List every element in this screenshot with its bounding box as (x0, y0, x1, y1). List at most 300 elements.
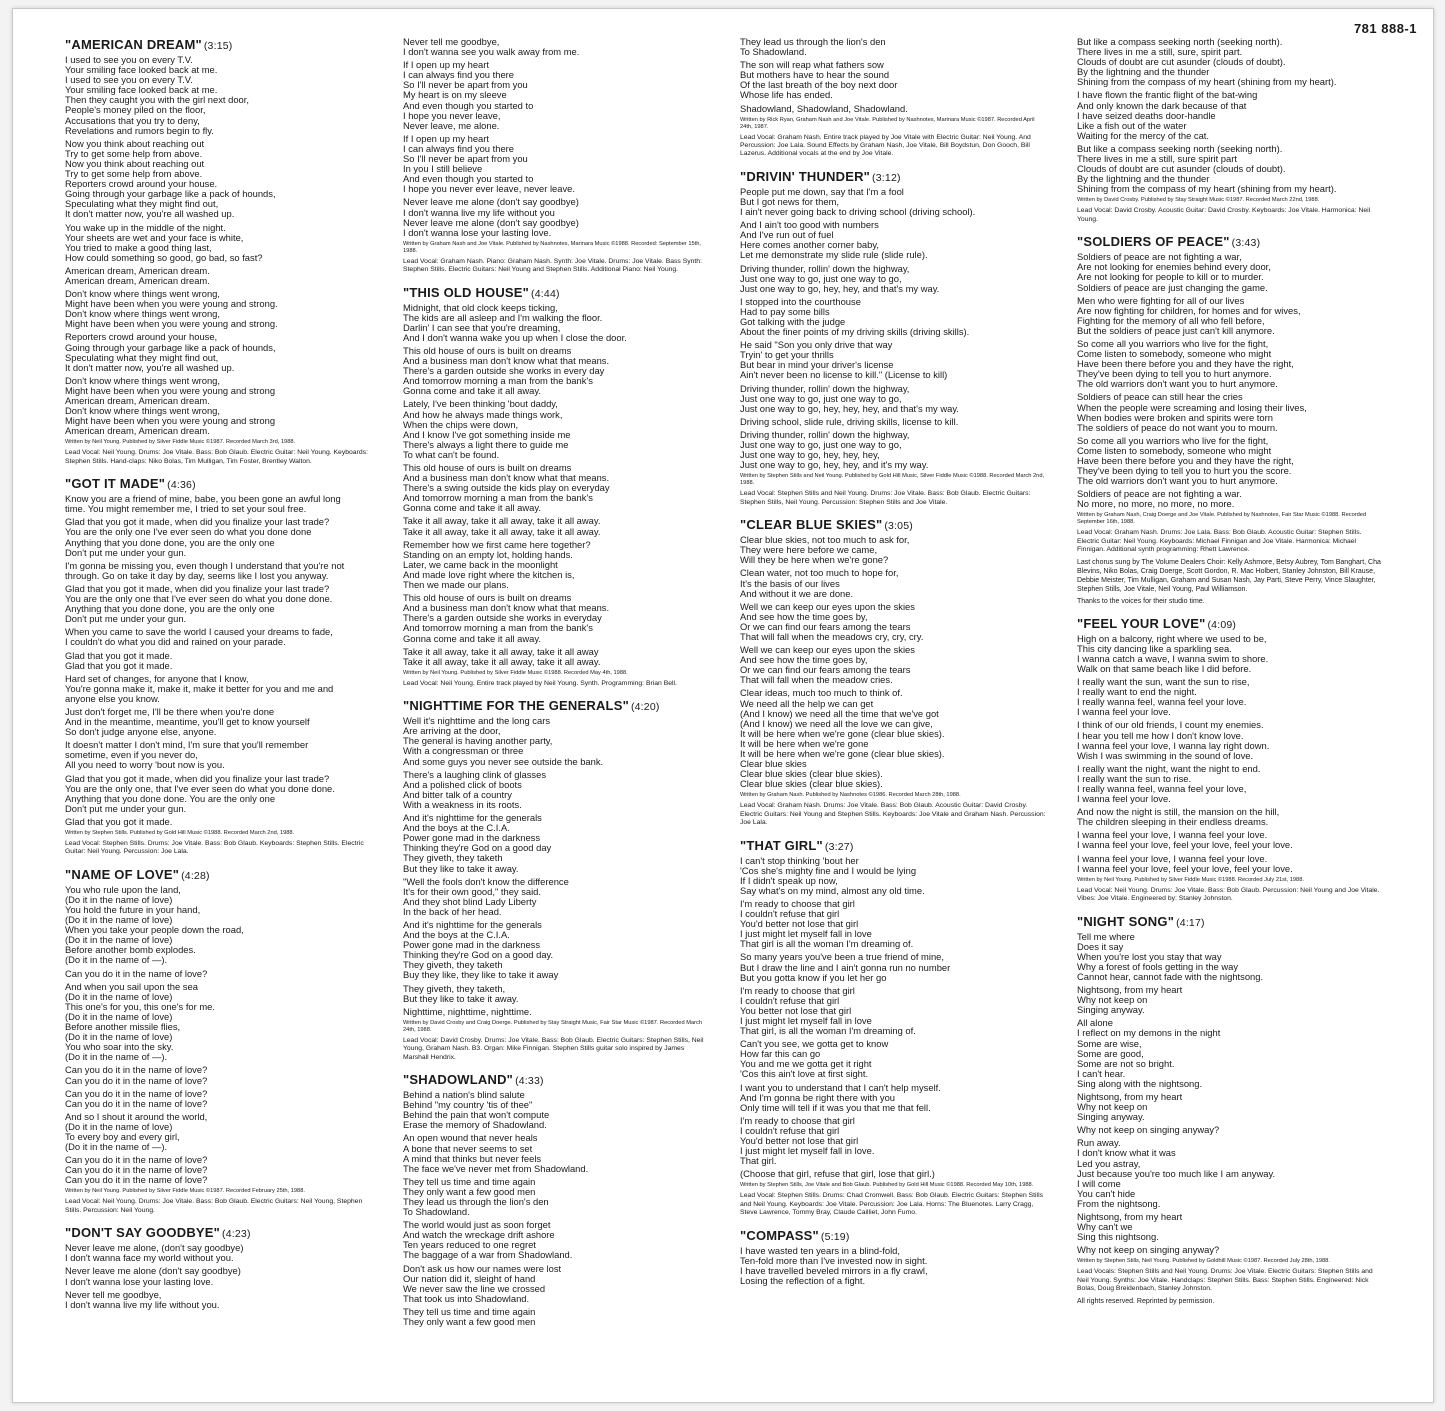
lyric-line: I have flown the frantic flight of the bat-wing (1077, 89, 1258, 101)
song-duration: (3:05) (884, 520, 913, 533)
lyric-stanza (740, 899, 1048, 949)
lyric-line: Speculating what they might find out, (65, 198, 219, 210)
lyric-stanza (1077, 90, 1385, 140)
lyric-line: I wanna feel your love. (1077, 793, 1171, 805)
lyric-line: About the finer points of my driving skills (driving skills). (740, 326, 970, 338)
lyric-line: I can always find you there (403, 69, 514, 81)
personnel-credits: Lead Vocal: Neil Young. Drums: Joe Vitale. Bass: Bob Glaub. Percussion: Neil Young and Joe Vitale. Vibes: Joe Vitale. Engineered by: Stanley Johnston. (1077, 886, 1380, 903)
lyric-line: I have travelled beveled mirrors in a fly crawl, (740, 1264, 928, 1276)
lyric-line: So I'll never be apart from you (403, 153, 528, 165)
lyric-line: Run away. (1077, 1137, 1121, 1149)
song-block (1077, 616, 1385, 904)
lyric-line: Never leave me alone (don't say goodbye) (403, 196, 579, 208)
lyric-line: Don't know where things went wrong, (65, 288, 220, 300)
lyric-stanza (65, 627, 373, 647)
lyric-line: Can you do it in the name of love? (65, 1074, 208, 1086)
lyric-line: 'Cos this ain't love at first sight. (740, 1068, 869, 1080)
lyric-stanza (1077, 37, 1385, 87)
lyric-line: American dream, American dream. (65, 395, 210, 406)
lyric-line: 'Cos she's mighty fine and I would be lying (740, 864, 917, 876)
lyric-line: When the chips were down, (403, 418, 519, 430)
songwriting-credit: Written by Neil Young. Published by Silver Fiddle Music ©1987. Recorded February 25th, 1988. (65, 1188, 305, 1195)
lyric-line: Shining from the compass of my heart (shining from my heart). (1077, 183, 1337, 195)
lyric-stanza (65, 1112, 373, 1152)
lyric-line: Why not keep on singing anyway? (1077, 1124, 1220, 1136)
song-title-text: "DRIVIN' THUNDER" (740, 168, 871, 184)
songwriting-credit: Written by Neil Young. Published by Silver Fiddle Music ©1987. Recorded March 3rd, 1988. (65, 439, 296, 446)
lyric-line: All alone (1077, 1017, 1113, 1029)
lyric-line: Then they caught you with the girl next door, (65, 94, 249, 106)
song-title (403, 698, 711, 715)
lyric-line: Well we can keep our eyes upon the skies (740, 644, 915, 656)
lyric-line: Before another bomb explodes. (65, 944, 196, 956)
lyric-line: Soldiers of peace are not fighting a war, (1077, 251, 1242, 263)
lyric-line: Darlin' I can see that you're dreaming, (403, 321, 561, 333)
lyric-stanza (740, 264, 1048, 294)
lyric-line: Buy they like, they like to take it away (403, 969, 559, 981)
song-block (1077, 37, 1385, 224)
lyric-line: To Shadowland. (740, 46, 807, 58)
song-block (65, 867, 373, 1215)
lyric-line: I'm ready to choose that girl (740, 897, 855, 909)
lyric-line: Don't know where things went wrong, (65, 405, 220, 417)
song-duration: (4:28) (181, 869, 210, 882)
lyric-line: Can you do it in the name of love? (65, 1154, 208, 1166)
lyric-line: Nightsong, from my heart (1077, 1211, 1183, 1222)
lyric-stanza (65, 289, 373, 329)
song-title (403, 1072, 711, 1089)
lyric-stanza (740, 1116, 1048, 1166)
lyric-line: This one's for you, this one's for me. (65, 1000, 215, 1012)
song-block (1077, 914, 1385, 1306)
song-title (65, 1225, 373, 1242)
lyric-line: (Do it in the name of love) (65, 934, 173, 946)
song-block (65, 476, 373, 857)
lyric-line: Let me demonstrate my slide rule (slide rule). (740, 249, 928, 261)
lyric-line: The soldiers of peace do not want you to mourn. (1077, 421, 1278, 433)
lyric-line: It will be here when we're gone (clear blue skies). (740, 727, 945, 739)
lyric-line: That will fall when the meadows cry, cry, cry. (740, 630, 924, 642)
lyric-line: I wanna catch a wave, I wanna swim to shore. (1077, 652, 1269, 664)
lyric-line: They only want a few good men (403, 1316, 536, 1327)
lyric-line: That will fall when the meadow cries. (740, 674, 893, 686)
lyric-stanza (65, 561, 373, 581)
lyric-line: Say what's on my mind, almost any old time. (740, 884, 925, 896)
lyric-line: Just one way to go, just one way to go, (740, 392, 902, 404)
lyric-line: All you need to worry 'bout now is you. (65, 759, 225, 771)
lyric-line: Clear blue skies (740, 758, 807, 770)
song-duration: (3:43) (1231, 237, 1261, 250)
lyric-line: Wish I was swimming in the sound of love. (1077, 749, 1254, 761)
personnel-credits: Lead Vocal: Stephen Stills. Drums: Chad Cromwell. Bass: Bob Glaub. Electric Guitars: Stephen Stills and Neil Young. Keyboards: Joe Vitale. Percussion: Joe Lala. Horns: The Bluenotes. Larry Cragg, Steve Lawrence, Tommy Bray, Claude Cailliet, John Fumo. (740, 1192, 1043, 1217)
lyric-line: The world would just as soon forget (403, 1219, 551, 1231)
lyric-line: It doesn't matter I don't mind, I'm sure that you'll remember (65, 739, 309, 751)
lyric-line: And tomorrow morning a man from the bank's (403, 492, 593, 504)
song-title (403, 285, 711, 302)
song-block (403, 698, 711, 1062)
lyric-line: Sing along with the nightsong. (1077, 1077, 1203, 1089)
lyric-line: American dream, American dream. (65, 274, 210, 286)
lyric-line: And some guys you never see outside the bank. (403, 755, 604, 767)
lyric-stanza (740, 602, 1048, 642)
lyric-line: But I draw the line and I ain't gonna run no number (740, 961, 951, 973)
lyric-line: But you gotta know if you let her go (740, 971, 887, 983)
personnel-credits: Lead Vocals: Stephen Stills and Neil Young. Drums: Joe Vitale. Electric Guitars: Stephen Stills and Neil Young. Synths: Joe Vitale. Handclaps: Stephen Stills. Bass: Stephen Stills. Engineered: Nick Bolas, Doug Breidenbach, Stanley Johnston. (1077, 1268, 1373, 1293)
songwriting-credit: Written by Graham Nash, Craig Doerge and Joe Vitale. Published by Nashnotes, Fair Star Music ©1988. Recorded September 16th, 1988. (1077, 512, 1367, 526)
lyric-line: But I got news for them, (740, 195, 840, 207)
lyric-line: Power gone mad in the darkness (403, 832, 541, 844)
lyric-stanza (740, 1246, 1048, 1286)
personnel-credits: Lead Vocal: Graham Nash. Drums: Joe Vitale. Bass: Bob Glaub. Acoustic Guitar: David Crosby. Electric Guitars: Neil Young and Stephen Stills. Keyboards: Joe Vitale and Graham Nash. Percussion: Joe Lala. (740, 802, 1046, 827)
lyric-line: The old warriors don't want you to hurt anymore. (1077, 475, 1278, 487)
lyric-line: And watch the wreckage drift ashore (403, 1229, 555, 1241)
lyric-line: Try to get some help from above. (65, 147, 203, 159)
song-block (65, 1225, 373, 1310)
song-block (740, 37, 1048, 159)
lyric-line: Behind "my country 'tis of thee" (403, 1099, 533, 1111)
lyric-line: Now you think about reaching out (65, 157, 205, 169)
lyric-line: I hope you never leave, (403, 109, 501, 121)
lyric-line: Clear blue skies (clear blue skies). (740, 768, 883, 780)
lyric-line: And I'm gonna be right there with you (740, 1091, 896, 1103)
lyric-stanza (65, 332, 373, 372)
lyric-line: The son will reap what fathers sow (740, 59, 884, 71)
lyric-line: With a congressman or three (403, 745, 524, 757)
lyric-line: I just might let myself fall in love (740, 1015, 872, 1026)
lyric-line: Just one way to go, just one way to go, (740, 439, 902, 451)
lyric-line: Glad that you got it made. (65, 815, 173, 827)
lyric-line: Don't put me under your gun. (65, 613, 187, 625)
lyric-line: By the lightning and the thunder (1077, 66, 1210, 78)
lyric-line: You hold the future in your hand, (65, 904, 201, 915)
lyric-line: (Do it in the name of love) (65, 1120, 173, 1132)
lyric-line: Never leave me alone, (don't say goodbye) (65, 1242, 244, 1254)
lyric-stanza (65, 774, 373, 814)
lyric-line: Nightsong, from my heart (1077, 1090, 1183, 1102)
lyric-line: Remember how we first came here together? (403, 538, 591, 550)
lyric-stanza (403, 1264, 711, 1304)
lyric-stanza (65, 982, 373, 1063)
lyric-stanza (65, 969, 373, 979)
lyric-line: I want you to understand that I can't help myself. (740, 1081, 941, 1093)
lyric-stanza (740, 986, 1048, 1036)
lyric-line: Singing anyway. (1077, 1111, 1145, 1123)
lyric-line: Clean water, not too much to hope for, (740, 567, 899, 579)
lyric-line: Singing anyway. (1077, 1004, 1145, 1016)
lyric-line: Just one way to go, hey, hey, hey, (740, 449, 880, 461)
lyric-line: But bear in mind your driver's license (740, 359, 894, 371)
lyric-line: I don't know what it was (1077, 1147, 1176, 1159)
lyric-line: This old house of ours is built on dreams (403, 344, 572, 356)
lyric-line: And a polished click of boots (403, 778, 522, 790)
lyric-line: People put me down, say that I'm a fool (740, 185, 904, 197)
personnel-credits: Lead Vocal: David Crosby. Drums: Joe Vitale. Bass: Bob Glaub. Electric Guitars: Stephen Stills, Neil Young, Graham Nash. B3. Organ: Mike Finnigan. Stephen Stills guitar solo inspired by James Marshall Hendrix. (403, 1036, 704, 1061)
lyric-line: Will they be here when we're gone? (740, 554, 889, 566)
lyric-line: Just one way to go, hey, hey, and it's my way. (740, 459, 929, 471)
lyric-line: And in the meantime, meantime, you'll get to know yourself (65, 716, 310, 728)
lyrics-column-2 (403, 37, 711, 1395)
lyric-line: I just might let myself fall in love. (740, 1145, 875, 1157)
lyric-line: Our nation did it, sleight of hand (403, 1272, 536, 1284)
lyric-line: Led you astray, (1077, 1157, 1141, 1169)
songwriting-credit: Written by Rick Ryan, Graham Nash and Joe Vitale. Published by Nashnotes, Marinara Music ©1987. Recorded April 24th, 1987. (740, 116, 1035, 130)
lyric-stanza (403, 1307, 711, 1327)
lyric-line: Never leave, me alone. (403, 119, 500, 131)
song-title (740, 1228, 1048, 1245)
lyric-stanza (740, 417, 1048, 427)
personnel-credits: Lead Vocal: Graham Nash. Entire track played by Joe Vitale with Electric Guitar: Neil Young. And Percussion: Joe Lala. Sound Effects by Graham Nash, Joe Vitale, Bill Boydstun, Don Gooch, Bill Lazerus. Additional vocals at the end by Joe Vitale. (740, 133, 1031, 158)
songwriting-credit: Written by Stephen Stills and Neil Young. Published by Gold Hill Music, Silver Fiddle Music ©1988. Recorded March 2nd, 1988. (740, 473, 1045, 487)
lyric-stanza (65, 55, 373, 136)
lyric-line: And made love right where the kitchen is, (403, 568, 575, 580)
lyric-line: And see how the time goes by, (740, 610, 868, 622)
lyric-stanza (1077, 1245, 1385, 1255)
song-title-text: "COMPASS" (740, 1227, 819, 1243)
lyric-line: Driving thunder, rollin' down the highway, (740, 382, 910, 394)
lyric-stanza (740, 340, 1048, 380)
lyric-line: Try to get some help from above. (65, 168, 203, 180)
lyric-line: And how he always made things work, (403, 408, 563, 420)
lyric-line: (And I know) we need all the love we can give, (740, 717, 933, 729)
lyric-line: Ain't never been no license to kill." (License to kill) (740, 369, 948, 381)
lyric-stanza (1077, 830, 1385, 850)
lyric-stanza (1077, 436, 1385, 486)
lyric-line: The face we've never met from Shadowland. (403, 1162, 589, 1174)
personnel-credits: Lead Vocal: Graham Nash. Piano: Graham Nash. Synth: Joe Vitale. Drums: Joe Vitale. Bass Synth: Stephen Stills. Electric Guitars: Neil Young and Stephen Stills. Additional Piano: Neil Young. (403, 257, 702, 274)
lyric-stanza (740, 297, 1048, 337)
lyric-line: Going through your garbage like a pack of hounds, (65, 341, 276, 353)
lyric-line: It don't matter now, you're all washed up. (65, 361, 235, 373)
lyric-stanza (403, 540, 711, 590)
lyric-line: Clouds of doubt are cut asunder (clouds of doubt). (1077, 56, 1286, 68)
lyric-line: There's a laughing clink of glasses (403, 768, 547, 780)
lyric-stanza (65, 1065, 373, 1085)
lyric-line: Don't know where things went wrong, (65, 374, 220, 386)
lyric-line: Erase the memory of Shadowland. (403, 1119, 547, 1131)
lyric-line: Driving thunder, rollin' down the highway, (740, 428, 910, 440)
lyric-line: Driving thunder, rollin' down the highway, (740, 262, 910, 274)
lyric-stanza (1077, 807, 1385, 827)
lyric-line: Anything that you done done. You are the only one (65, 792, 276, 804)
lyric-stanza (65, 740, 373, 770)
lyric-stanza (65, 584, 373, 624)
lyric-line: Why a forest of fools getting in the way (1077, 960, 1239, 972)
lyric-line: I'm gonna be missing you, even though I understand that you're not (65, 559, 345, 571)
lyric-line: Sing this nightsong. (1077, 1231, 1159, 1243)
lyric-line: Later, we came back in the moonlight (403, 558, 558, 570)
songwriting-credit: Written by Neil Young. Published by Silver Fiddle Music ©1988. Recorded July 21st, 1988. (1077, 876, 1304, 883)
lyric-stanza (403, 399, 711, 460)
lyric-line: Nighttime, nighttime, nighttime. (403, 1005, 532, 1017)
lyric-line: A bone that never seems to set (403, 1142, 533, 1154)
song-title (1077, 914, 1385, 931)
lyric-line: Come listen to somebody, someone who might (1077, 348, 1272, 360)
lyric-line: Glad that you got it made. (65, 659, 173, 671)
lyric-line: They lead us through the lion's den (740, 37, 886, 47)
lyric-stanza (403, 984, 711, 1004)
lyric-line: Losing the reflection of a fight. (740, 1274, 866, 1286)
lyric-line: Gonna come and take it all away. (403, 385, 541, 397)
lyric-line: Now you think about reaching out (65, 137, 205, 149)
lyric-line: Walk on that same beach like I did before. (1077, 662, 1252, 674)
lyric-stanza (740, 1169, 1048, 1179)
lyric-line: I have seized deaths door-handle (1077, 109, 1216, 121)
lyric-stanza (403, 1220, 711, 1260)
lyric-line: Well we can keep our eyes upon the skies (740, 600, 915, 612)
lyric-line: But the soldiers of peace just can't kill anymore. (1077, 324, 1275, 336)
lyric-line: Soldiers of peace can still hear the cries (1077, 391, 1243, 403)
lyric-line: They giveth, they taketh (403, 852, 503, 864)
lyric-line: Some are good, (1077, 1047, 1144, 1059)
lyric-stanza (403, 37, 711, 57)
lyric-line: They giveth, they taketh (403, 959, 503, 971)
lyric-line: My heart is on my sleeve (403, 89, 507, 101)
lyrics-column-4 (1077, 37, 1385, 1367)
lyric-line: Glad that you got it made, when did you finalize your last trade? (65, 582, 330, 594)
lyric-line: Ten years reduced to one regret (403, 1239, 536, 1251)
song-title-text: "CLEAR BLUE SKIES" (740, 517, 883, 533)
lyric-line: I really want the sun to rise. (1077, 772, 1192, 784)
lyric-line: It will be here when we're gone (740, 737, 869, 749)
lyric-line: I wanna feel your love, I wanna feel your love. (1077, 852, 1268, 864)
lyric-stanza (65, 139, 373, 220)
lyric-line: No more, no more, no more, no more. (1077, 498, 1235, 510)
lyric-line: Behind the pain that won't compute (403, 1109, 550, 1121)
lyric-stanza (65, 1089, 373, 1109)
lyric-line: And the boys at the C.I.A. (403, 822, 510, 834)
lyric-line: Might have been when you were young and strong. (65, 298, 278, 310)
lyric-line: Men who were fighting for all of our lives (1077, 294, 1245, 306)
lyric-line: I'm ready to choose that girl (740, 984, 855, 996)
lyric-line: And it's nighttime for the generals (403, 812, 542, 824)
lyric-line: There's a garden outside she works in everyday (403, 612, 602, 624)
lyric-line: Have been there before you and they have the right, (1077, 358, 1294, 370)
lyric-stanza (740, 430, 1048, 470)
lyric-line: Glad that you got it made, when did you finalize your last trade? (65, 772, 330, 784)
lyric-line: Nightsong, from my heart (1077, 984, 1183, 996)
lyric-stanza (403, 1007, 711, 1017)
lyric-line: Clear blue skies (clear blue skies). (740, 778, 883, 790)
song-title-text: "THAT GIRL" (740, 837, 823, 853)
lyric-line: You who rule upon the land, (65, 883, 181, 895)
lyric-line: I have wasted ten years in a blind-fold, (740, 1244, 900, 1256)
lyric-line: We never saw the line we crossed (403, 1282, 546, 1294)
lyric-stanza (403, 593, 711, 643)
lyric-stanza (1077, 252, 1385, 292)
lyric-line: That girl. (740, 1155, 777, 1167)
lyric-line: (Do it in the name of —). (65, 1051, 168, 1063)
lyric-line: Tell me where (1077, 930, 1135, 942)
lyric-line: The old warriors don't want you to hurt anymore. (1077, 378, 1278, 390)
lyric-line: You can't hide (1077, 1187, 1136, 1199)
lyric-line: Take it all away, take it all away, take it all away. (403, 515, 601, 527)
lyric-line: Behind a nation's blind salute (403, 1089, 525, 1101)
credit-note: Last chorus sung by The Volume Dealers Choir: Kelly Ashmore, Betsy Aubrey, Tom Banghart, Cha Blevins, Niko Bolas, Craig Doerge, Scott Gordon, R. Mac Holbert, Stanley Johnston, Bill Krause, Debbie Meister, Tim Mulligan, Graham and Susan Nash, Jay Parti, Steve Perry, Vince Slaughter, Stephen Stills, Joe Vitale, Neil Young, Paul Williamson. (1077, 558, 1381, 593)
songwriting-credit: Written by David Crosby. Published by Stay Straight Music ©1987. Recorded March 22nd, 1988. (1077, 197, 1320, 204)
lyric-line: Can't you see, we gotta get to know (740, 1038, 889, 1050)
lyric-line: So come all you warriors who live for the fight, (1077, 337, 1269, 349)
lyric-sheet (12, 8, 1434, 1403)
lyric-line: Don't know where things went wrong, (65, 308, 220, 320)
lyric-line: Reporters crowd around your house. (65, 178, 218, 190)
lyric-line: Can you do it in the name of love? (65, 1064, 208, 1076)
lyric-line: sometime, even if you never do, (65, 749, 198, 761)
song-title-text: "NIGHTTIME FOR THE GENERALS" (403, 698, 629, 714)
lyric-line: Might have been when you were young and strong (65, 384, 276, 396)
song-title-text: "SHADOWLAND" (403, 1072, 514, 1088)
lyric-line: This old house of ours is built on dreams (403, 592, 572, 604)
lyric-stanza (740, 37, 1048, 57)
song-block (65, 37, 373, 466)
lyric-stanza (740, 568, 1048, 598)
lyric-line: (Do it in the name of love) (65, 990, 173, 1002)
lyric-line: Lately, I've been thinking 'bout daddy, (403, 398, 558, 410)
lyric-line: Anything that you done done, you are the only one (65, 603, 275, 615)
lyric-line: And tomorrow morning a man from the bank's (403, 622, 593, 634)
lyric-line: Why can't we (1077, 1221, 1133, 1233)
song-duration: (4:36) (167, 479, 196, 492)
lyric-line: He said "Son you only drive that way (740, 339, 893, 351)
lyric-line: And now the night is still, the mansion on the hill, (1077, 806, 1280, 818)
lyric-line: If I didn't speak up now, (740, 874, 838, 886)
credit-note: All rights reserved. Reprinted by permission. (1077, 1297, 1215, 1305)
lyric-line: Can you do it in the name of love? (65, 1087, 208, 1099)
lyric-line: And I've run out of fuel (740, 229, 834, 241)
lyric-line: I couldn't refuse that girl (740, 908, 840, 920)
lyric-line: (Do it in the name of —). (65, 1141, 168, 1153)
lyric-line: Hard set of changes, for anyone that I know, (65, 672, 249, 684)
song-block (740, 169, 1048, 507)
lyric-line: Then we made our plans. (403, 579, 509, 591)
lyric-line: So come all you warriors who live for the fight, (1077, 434, 1269, 446)
lyric-line: I couldn't do what you did and rained on your parade. (65, 636, 286, 648)
lyric-line: You are the only one, that I've ever seen do what you done done. (65, 782, 335, 794)
song-block (1077, 234, 1385, 605)
personnel-credits: Lead Vocal: David Crosby. Acoustic Guitar: David Crosby. Keyboards: Joe Vitale. Harmonica: Neil Young. (1077, 207, 1371, 223)
lyric-stanza (403, 463, 711, 513)
lyric-stanza (1077, 854, 1385, 874)
lyric-line: And they shot blind Lady Liberty (403, 895, 537, 907)
lyric-line: And I know I've got something inside me (403, 428, 571, 440)
lyric-line: Got talking with the judge (740, 316, 846, 327)
lyric-line: Why not keep on (1077, 1101, 1148, 1113)
lyric-line: Soldiers of peace are not fighting a war. (1077, 488, 1242, 500)
lyric-line: through. Go on take it day by day, seems like I lost you anyway. (65, 569, 329, 581)
lyric-line: Glad that you got it made. (65, 649, 173, 661)
lyric-line: There's a swing outside the kids play on everyday (403, 482, 610, 494)
lyric-stanza (403, 1133, 711, 1173)
lyric-line: Anything that you done done, you are the only one (65, 536, 275, 548)
lyric-line: Come listen to somebody, someone who might (1077, 444, 1272, 456)
lyric-line: You better not lose that girl (740, 1004, 852, 1016)
lyric-line: This old house of ours is built on dreams (403, 462, 572, 473)
lyric-line: I wanna feel your love, feel your love, feel your love. (1077, 839, 1293, 851)
lyric-line: Does it say (1077, 940, 1124, 952)
lyric-line: Are now fighting for children, for homes and for wives, (1077, 304, 1301, 316)
lyric-line: Accusations that you try to deny, (65, 114, 200, 126)
lyric-stanza (1077, 677, 1385, 717)
lyric-line: I really wanna feel, wanna feel your love. (1077, 696, 1247, 708)
song-title-text: "SOLDIERS OF PEACE" (1077, 234, 1230, 250)
lyric-line: Revelations and rumors begin to fly. (65, 124, 214, 136)
song-title (65, 37, 373, 54)
lyric-line: It's for their own good," they said. (403, 885, 542, 897)
lyric-stanza (65, 651, 373, 671)
lyric-line: I used to see you on every T.V. (65, 54, 193, 65)
lyric-stanza (1077, 985, 1385, 1015)
lyric-line: (Do it in the name of love) (65, 893, 173, 905)
lyric-stanza (403, 716, 711, 766)
